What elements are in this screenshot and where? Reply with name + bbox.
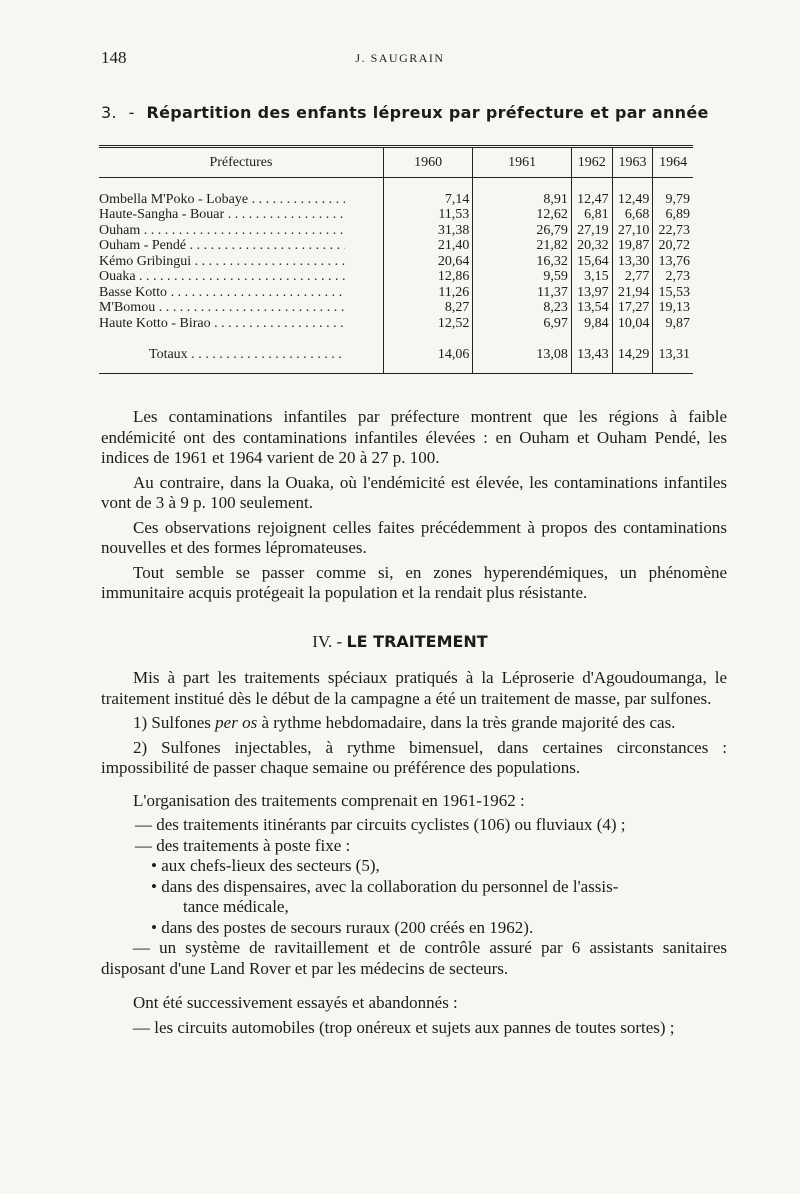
section-3-sep: - [128,103,135,122]
row-name: Ombella M'Poko - Lobaye . . . [99,192,345,208]
paragraph: Ces observations rejoignent celles faites précédemment à propos des contaminations nouvelles et des formes lépromateuses. [101,517,727,557]
cell: 8,23 [473,300,572,316]
table-row [99,254,693,270]
item1-a: 1) Sulfones [133,713,211,732]
total-cell: 13,43 [571,341,612,373]
row-name: Ouham - Pendé . . . [99,238,345,254]
cell: 9,59 [473,269,572,285]
bullet-item: • dans des dispensaires, avec la collaboration du personnel de l'assis- [151,876,619,896]
paragraph: — un système de ravitaillement et de contrôle assuré par 6 assistants sanitaires disposant d'une Land Rover et par les médecins de secteurs. [101,938,727,978]
cell: 11,26 [383,285,472,301]
running-head: J. SAUGRAIN [355,51,445,65]
cell: 17,27 [612,300,653,316]
discussion-block [101,407,727,608]
cell: 13,76 [653,254,693,270]
cell: 20,32 [571,238,612,254]
bullet-item: • dans des postes de secours ruraux (200 créés en 1962). [151,917,534,937]
cell: 27,10 [612,223,653,239]
col-head-year: 1960 [383,147,472,178]
cell: 15,64 [571,254,612,270]
cell: 3,15 [571,269,612,285]
cell: 27,19 [571,223,612,239]
paragraph: Les contaminations infantiles par préfecture montrent que les régions à faible endémicité ont des contaminations infantiles élevées : en Ouham et Ouham Pendé, les indices de 1961 et 1964 varient de 20 à 27 p. 100. [101,407,727,467]
item1-italic: per os [215,713,258,732]
table-row [99,223,693,239]
table-row [99,238,693,254]
section-3-title [101,103,709,122]
section-4-number: IV. [312,632,333,651]
table-row [99,269,693,285]
row-name: Basse Kotto . . . [99,285,345,301]
row-name: Ouham . . . [99,223,345,239]
table-total-row [99,341,693,373]
table-row [99,207,693,223]
table-row [99,300,693,316]
cell: 6,89 [653,207,693,223]
item1-b: à rythme hebdomadaire, dans la très grande majorité des cas. [261,713,676,732]
cell: 11,53 [383,207,472,223]
col-head-year: 1963 [612,147,653,178]
cell: 2,77 [612,269,653,285]
cell: 8,91 [473,177,572,207]
bullet-item: • aux chefs-lieux des secteurs (5), [151,856,380,875]
treatment-block [101,668,727,1042]
cell: 13,54 [571,300,612,316]
cell: 22,73 [653,223,693,239]
cell: 21,94 [612,285,653,301]
paragraph [101,713,727,734]
section-4-text: LE TRAITEMENT [346,632,488,651]
col-head-prefectures: Préfectures [99,147,383,178]
table-row [99,316,693,342]
cell: 26,79 [473,223,572,239]
cell: 6,68 [612,207,653,223]
paragraph: 2) Sulfones injectables, à rythme bimensuel, dans certaines circonstances : impossibilité de passer chaque semaine ou préférence des populations. [101,737,727,777]
cell: 13,97 [571,285,612,301]
cell: 19,87 [612,238,653,254]
table-row [99,285,693,301]
cell: 12,62 [473,207,572,223]
cell: 2,73 [653,269,693,285]
cell: 9,84 [571,316,612,342]
cell: 21,82 [473,238,572,254]
cell: 8,27 [383,300,472,316]
row-name: M'Bomou . . . [99,300,345,316]
cell: 31,38 [383,223,472,239]
prefecture-table [99,145,693,374]
cell: 6,97 [473,316,572,342]
section-3-number: 3. [101,103,117,122]
cell: 15,53 [653,285,693,301]
row-name: Haute-Sangha - Bouar . . . [99,207,345,223]
paragraph: Mis à part les traitements spéciaux pratiqués à la Léproserie d'Agoudoumanga, le traitement institué dès le début de la campagne a été un traitement de masse, par sulfones. [101,668,727,708]
paragraph: Au contraire, dans la Ouaka, où l'endémicité est élevée, les contaminations infantiles vont de 3 à 9 p. 100 seulement. [101,472,727,512]
section-3-text: Répartition des enfants lépreux par préfecture et par année [146,103,709,122]
cell: 12,52 [383,316,472,342]
cell: 21,40 [383,238,472,254]
paragraph: Ont été successivement essayés et abandonnés : [133,993,458,1012]
cell: 19,13 [653,300,693,316]
cell: 9,79 [653,177,693,207]
cell: 7,14 [383,177,472,207]
total-cell: 13,31 [653,341,693,373]
cell: 9,87 [653,316,693,342]
cell: 16,32 [473,254,572,270]
col-head-year: 1964 [653,147,693,178]
total-cell: 14,29 [612,341,653,373]
section-4-sep: - [336,632,343,651]
dash-item: — des traitements itinérants par circuits cyclistes (106) ou fluviaux (4) ; [135,815,626,834]
total-label: Totaux . . . [99,347,345,363]
cell: 20,64 [383,254,472,270]
cell: 13,30 [612,254,653,270]
paragraph: L'organisation des traitements comprenait en 1961-1962 : [133,790,525,810]
row-name: Haute Kotto - Birao . . . [99,316,345,332]
table-header-row [99,147,693,178]
bullet-continuation: tance médicale, [183,897,289,916]
section-4-title [0,632,800,652]
cell: 12,86 [383,269,472,285]
cell: 12,47 [571,177,612,207]
cell: 20,72 [653,238,693,254]
paragraph: — les circuits automobiles (trop onéreux et sujets aux pannes de toutes sortes) ; [133,1017,675,1037]
total-cell: 13,08 [473,341,572,373]
total-cell: 14,06 [383,341,472,373]
col-head-year: 1961 [473,147,572,178]
cell: 12,49 [612,177,653,207]
paragraph: Tout semble se passer comme si, en zones hyperendémiques, un phénomène immunitaire acquis protégeait la population et la rendait plus résistante. [101,562,727,602]
dash-item: — des traitements à poste fixe : [135,835,351,855]
col-head-year: 1962 [571,147,612,178]
table-row [99,177,693,207]
cell: 10,04 [612,316,653,342]
row-name: Ouaka . . . [99,269,345,285]
page-number: 148 [101,48,127,67]
row-name: Kémo Gribingui . . . [99,254,345,270]
cell: 6,81 [571,207,612,223]
cell: 11,37 [473,285,572,301]
